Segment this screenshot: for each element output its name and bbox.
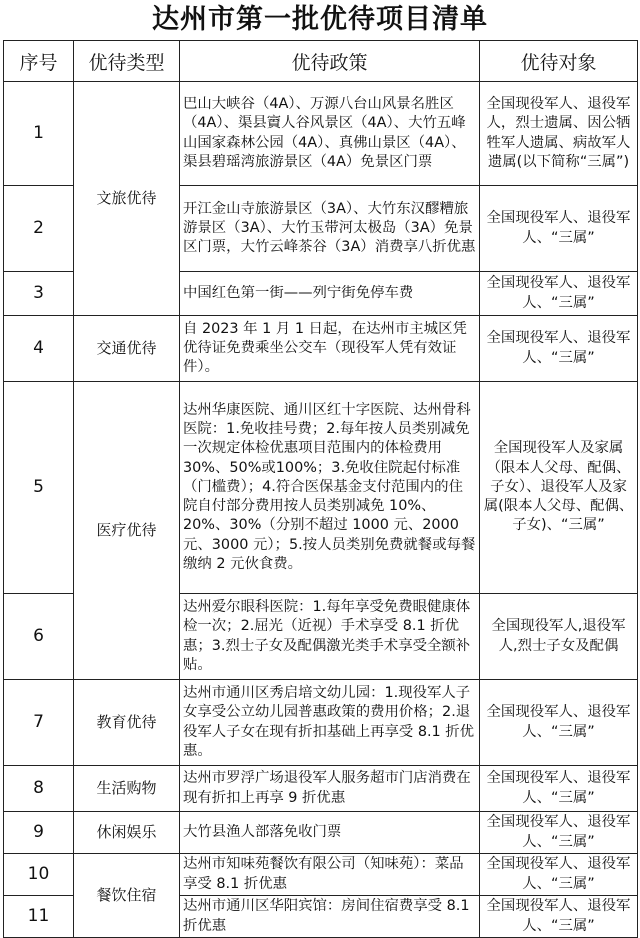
type-cell: 生活购物 (74, 766, 180, 812)
row-number: 3 (4, 272, 74, 316)
row-number: 10 (4, 854, 74, 896)
target-cell: 全国现役军人、退役军人、“三属” (480, 680, 638, 766)
row-number: 9 (4, 812, 74, 854)
policy-cell: 达州爱尔眼科医院：1.每年享受免费眼健康体检一次；2.屈光（近视）手术享受 8.1 折优惠；3.烈士子女及配偶激光类手术享受全额补贴。 (180, 594, 480, 680)
header-policy: 优待政策 (180, 41, 480, 82)
target-cell: 全国现役军人、退役军人，烈士遗属、因公牺牲军人遗属、病故军人遗属(以下简称“三属”) (480, 82, 638, 186)
policy-cell: 达州市通川区华阳宾馆：房间住宿费享受 8.1 折优惠 (180, 896, 480, 938)
policy-cell: 中国红色第一街——列宁街免停车费 (180, 272, 480, 316)
type-cell: 文旅优待 (74, 82, 180, 316)
row-number: 5 (4, 382, 74, 594)
type-cell: 医疗优待 (74, 382, 180, 680)
policy-cell: 达州市知味苑餐饮有限公司（知味苑）：菜品享受 8.1 折优惠 (180, 854, 480, 896)
type-cell: 教育优待 (74, 680, 180, 766)
page-title: 达州市第一批优待项目清单 (152, 4, 488, 35)
type-cell: 交通优待 (74, 316, 180, 382)
row-number: 4 (4, 316, 74, 382)
target-cell: 全国现役军人、退役军人、“三属” (480, 812, 638, 854)
type-cell: 休闲娱乐 (74, 812, 180, 854)
header-num: 序号 (4, 41, 74, 82)
table-row (4, 316, 638, 382)
row-number: 6 (4, 594, 74, 680)
target-cell: 全国现役军人,退役军人,烈士子女及配偶 (480, 594, 638, 680)
type-cell: 餐饮住宿 (74, 854, 180, 938)
header-target: 优待对象 (480, 41, 638, 82)
policy-cell: 达州市罗浮广场退役军人服务超市门店消费在现有折扣上再享 9 折优惠 (180, 766, 480, 812)
target-cell: 全国现役军人、退役军人、“三属” (480, 896, 638, 938)
row-number: 8 (4, 766, 74, 812)
target-cell: 全国现役军人、退役军人、“三属” (480, 766, 638, 812)
policy-cell: 自 2023 年 1 月 1 日起，在达州市主城区凭优待证免费乘坐公交车（现役军人凭有效证件）。 (180, 316, 480, 382)
policy-cell: 巴山大峡谷（4A）、万源八台山风景名胜区（4A）、渠县賨人谷风景区（4A）、大竹五峰山国家森林公园（4A）、真佛山景区（4A）、渠县碧瑶湾旅游景区（4A）免景区门票 (180, 82, 480, 186)
header-row (4, 41, 638, 82)
policy-cell: 达州市通川区秀启培文幼儿园：1.现役军人子女享受公立幼儿园普惠政策的费用价格；2.退役军人子女在现有折扣基础上再享受 8.1 折优惠。 (180, 680, 480, 766)
target-cell: 全国现役军人、退役军人、“三属” (480, 854, 638, 896)
policy-cell: 开江金山寺旅游景区（3A）、大竹东汉醪糟旅游景区（3A）、大竹玉带河太极岛（3A）免景区门票，大竹云峰茶谷（3A）消费享八折优惠 (180, 186, 480, 272)
table-row (4, 766, 638, 812)
header-type: 优待类型 (74, 41, 180, 82)
row-number: 2 (4, 186, 74, 272)
row-number: 11 (4, 896, 74, 938)
table-row (4, 82, 638, 186)
row-number: 1 (4, 82, 74, 186)
target-cell: 全国现役军人、退役军人、“三属” (480, 272, 638, 316)
target-cell: 全国现役军人、退役军人、“三属” (480, 316, 638, 382)
table-row (4, 854, 638, 896)
target-cell: 全国现役军人及家属（限本人父母、配偶、子女）、退役军人及家属(限本人父母、配偶、子女)、“三属” (480, 382, 638, 594)
row-number: 7 (4, 680, 74, 766)
policy-cell: 大竹县渔人部落免收门票 (180, 812, 480, 854)
table-row (4, 680, 638, 766)
policy-cell: 达州华康医院、通川区红十字医院、达州骨科医院：1.免收挂号费；2.每年按人员类别减免一次规定体检优惠项目范围内的体检费用 30%、50%或100%；3.免收住院起付标准（门槛费）；4.符合医保基金支付范围内的住院自付部分费用按人员类别减免 10%、20%、30%（分别不超过 1000 元、2000 元、3000 元）；5.按人员类别免费就餐或每餐缴纳 2 元伙食费。 (180, 382, 480, 594)
target-cell: 全国现役军人、退役军人、“三属” (480, 186, 638, 272)
benefits-table (3, 40, 638, 938)
table-row (4, 812, 638, 854)
table-row (4, 382, 638, 594)
